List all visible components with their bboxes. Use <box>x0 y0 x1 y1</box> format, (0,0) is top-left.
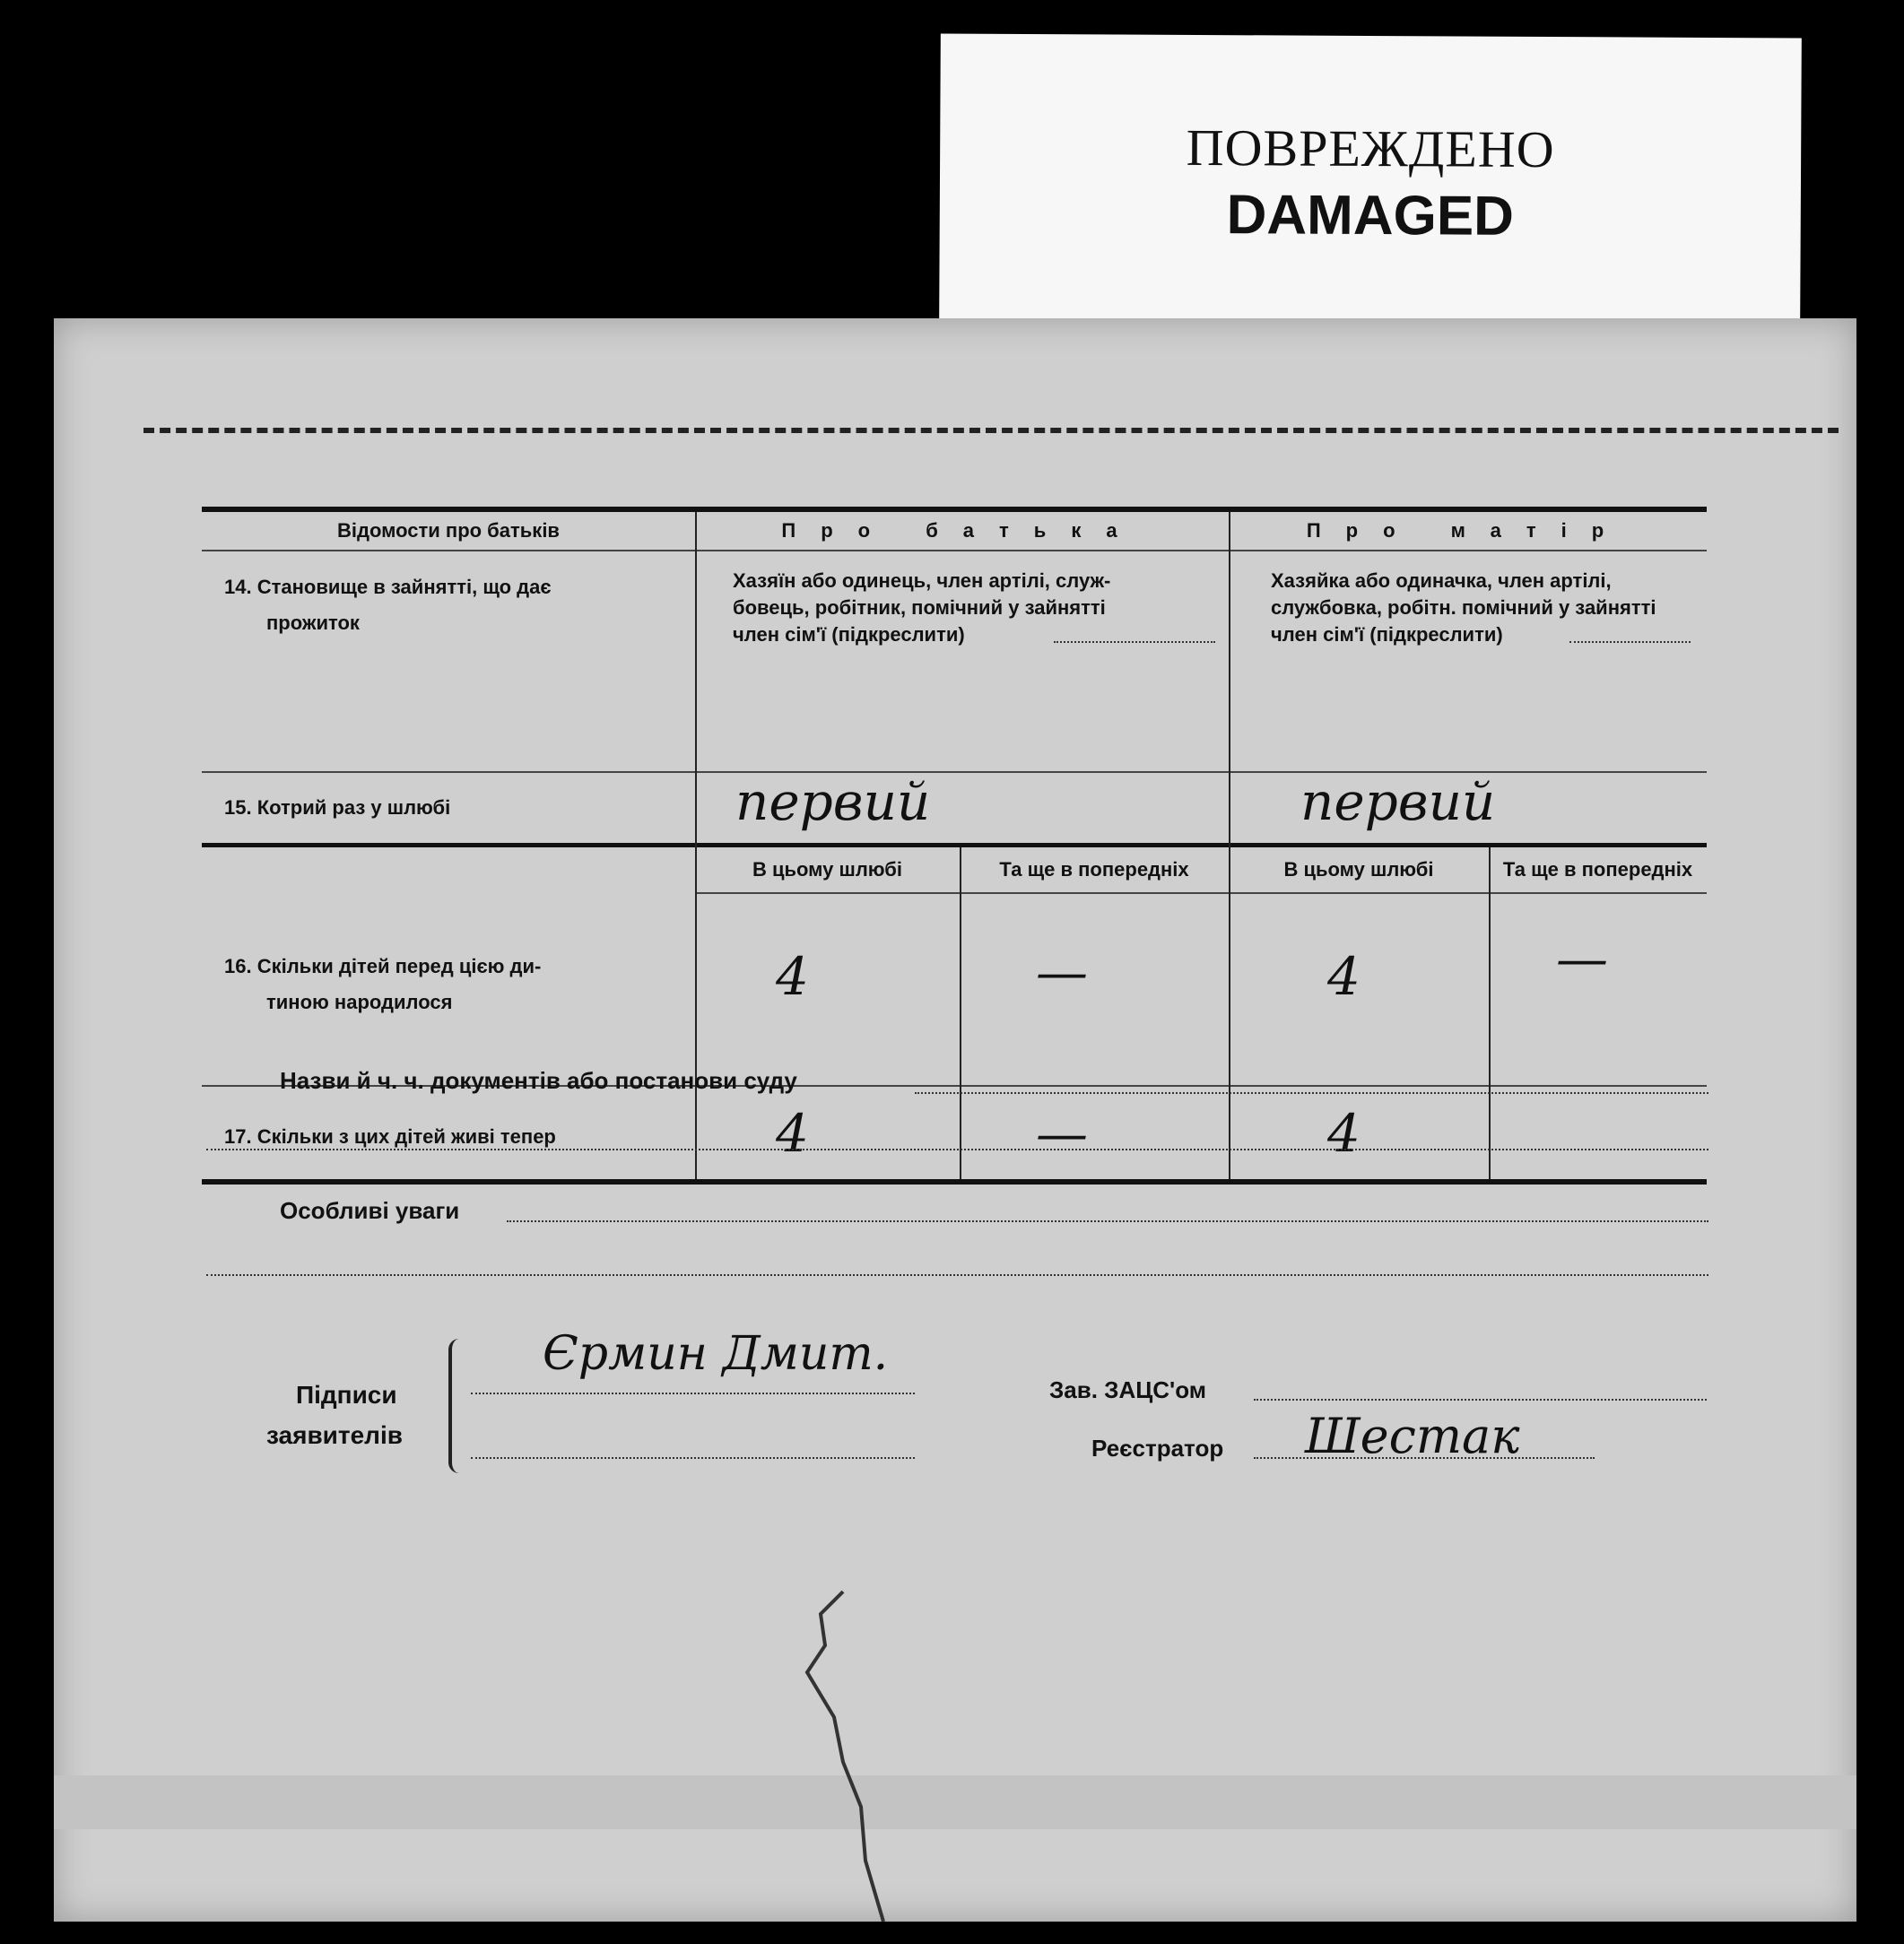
signature-brace <box>448 1339 470 1473</box>
row14-father-line1: Хазяїн або одинець, член артілі, служ- <box>733 569 1111 592</box>
row17-label: 17. Скільки з цих дітей живі тепер <box>224 1125 556 1148</box>
applicants-label-line2: заявителів <box>266 1421 403 1449</box>
col-divider-father-sub <box>960 847 961 1179</box>
row14-mother-line3: член сім'ї (підкреслити) <box>1271 623 1503 646</box>
row14-father-dots <box>1054 641 1215 643</box>
row16-mother-prev: — <box>1556 928 1608 989</box>
row16-father-prev: — <box>1036 942 1088 1002</box>
subheader-rule <box>695 892 1707 894</box>
col-divider-2 <box>1229 512 1230 1179</box>
applicant-signature-line-2 <box>471 1457 915 1459</box>
subheader-mother-prev: Та ще в попередніх <box>1502 858 1693 881</box>
row15-father-value: первий <box>735 771 931 832</box>
row16-label-line2: тиною народилося <box>266 991 453 1013</box>
applicants-label-line1: Підписи <box>296 1381 397 1409</box>
head-label: Зав. ЗАЦС'ом <box>1049 1376 1206 1403</box>
header-mother: Про матір <box>1306 519 1630 542</box>
row16-father-this: 4 <box>776 946 809 1007</box>
documents-label: Назви й ч. ч. документів або постанови суду <box>280 1067 797 1094</box>
damaged-label-russian: ПОВРЕЖДЕНО <box>1186 117 1555 179</box>
notes-line-2 <box>206 1274 1708 1276</box>
damaged-label-english: DAMAGED <box>1226 184 1515 247</box>
documents-line-2 <box>206 1149 1708 1150</box>
paper-crease <box>54 318 1856 1922</box>
registrar-label: Реєстратор <box>1091 1435 1224 1462</box>
row14-label-line1: 14. Становище в зайнятті, що дає <box>224 576 552 598</box>
row15-mother-value: первий <box>1300 771 1496 832</box>
applicant-signature: Єрмин Дмит. <box>543 1327 889 1381</box>
row14-father-line2: бовець, робітник, помічний у зайнятті <box>733 596 1106 619</box>
table-bottom-rule <box>202 1179 1707 1185</box>
row16-mother-this: 4 <box>1327 946 1361 1007</box>
row14-mother-dots <box>1569 641 1691 643</box>
row17-father-this: 4 <box>776 1103 809 1164</box>
form-page <box>54 318 1856 1922</box>
documents-line-1 <box>915 1092 1708 1094</box>
row16-label-line1: 16. Скільки дітей перед цією ди- <box>224 955 542 977</box>
notes-label: Особливі уваги <box>280 1197 460 1224</box>
table-top-rule <box>202 507 1707 512</box>
damaged-label-card <box>939 33 1802 323</box>
row14-father-line3: член сім'ї (підкреслити) <box>733 623 965 646</box>
applicant-signature-line-1 <box>471 1393 915 1394</box>
subheader-father-prev: Та ще в попередніх <box>999 858 1189 881</box>
table-mid-rule <box>202 843 1707 847</box>
row17-mother-this: 4 <box>1327 1103 1361 1164</box>
row14-mother-line2: службовка, робітн. помічний у зайнятті <box>1271 596 1656 619</box>
header-parents: Відомости про батьків <box>337 519 560 542</box>
row17-father-prev: — <box>1036 1103 1088 1164</box>
registrar-signature: Шестак <box>1305 1408 1520 1464</box>
row15-label: 15. Котрий раз у шлюбі <box>224 796 451 819</box>
row14-label-line2: прожиток <box>266 612 360 634</box>
col-divider-mother-sub <box>1489 847 1491 1179</box>
subheader-mother-this: В цьому шлюбі <box>1283 858 1434 881</box>
header-rule <box>202 550 1707 551</box>
subheader-father-this: В цьому шлюбі <box>752 858 903 881</box>
notes-line-1 <box>507 1220 1708 1222</box>
head-signature-line <box>1254 1399 1707 1401</box>
row14-mother-line1: Хазяйка або одиначка, член артілі, <box>1271 569 1612 592</box>
header-father: Про батька <box>781 519 1143 542</box>
